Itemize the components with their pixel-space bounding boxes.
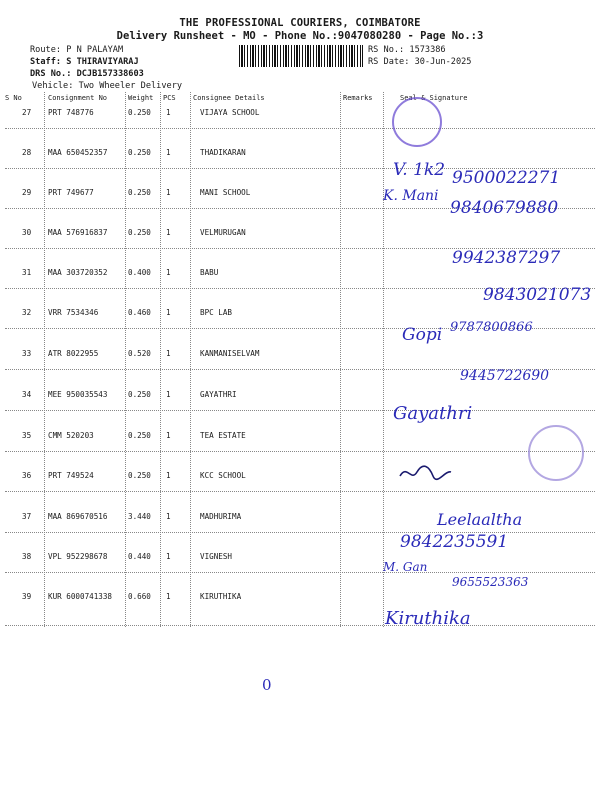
signature-text: 9840679880: [450, 198, 559, 218]
row-sno: 34: [22, 390, 32, 399]
row-consignment: MAA 303720352: [48, 268, 108, 277]
row-consignee: BPC LAB: [200, 308, 233, 317]
row-weight: 3.440: [128, 512, 151, 521]
vehicle-label: Vehicle: Two Wheeler Delivery: [32, 81, 183, 91]
row-consignee: VIJAYA SCHOOL: [200, 108, 260, 117]
row-consignment: MAA 869670516: [48, 512, 108, 521]
grid-line: [44, 92, 45, 627]
signature-text: Leelaaltha: [437, 510, 523, 529]
document-title: THE PROFESSIONAL COURIERS, COIMBATORE: [179, 17, 421, 29]
row-sno: 33: [22, 349, 32, 358]
row-pcs: 1: [166, 471, 171, 480]
row-weight: 0.660: [128, 592, 151, 601]
signature-text: M. Gan: [383, 560, 428, 574]
row-divider: [5, 572, 595, 573]
col-header-consignment: Consignment No: [48, 94, 108, 102]
row-consignee: BABU: [200, 268, 219, 277]
row-sno: 35: [22, 431, 32, 440]
row-weight: 0.250: [128, 228, 151, 237]
document-subtitle: Delivery Runsheet - MO - Phone No.:9047080280 - Page No.:3: [116, 30, 484, 42]
signature-scribble: [395, 458, 455, 486]
row-consignment: ATR 8022955: [48, 349, 99, 358]
row-consignment: KUR 6000741338: [48, 592, 113, 601]
row-consignee: TEA ESTATE: [200, 431, 246, 440]
row-consignment: VPL 952298678: [48, 552, 108, 561]
col-header-signature: Seal & Signature: [400, 94, 468, 102]
row-consignment: CMM 520203: [48, 431, 94, 440]
page-mark: 0: [262, 676, 272, 694]
row-sno: 38: [22, 552, 32, 561]
signature-text: 9655523363: [452, 575, 529, 589]
row-divider: [5, 451, 595, 452]
row-pcs: 1: [166, 512, 171, 521]
row-pcs: 1: [166, 188, 171, 197]
row-divider: [5, 128, 595, 129]
row-divider: [5, 410, 595, 411]
row-consignment: MAA 650452357: [48, 148, 108, 157]
row-sno: 39: [22, 592, 32, 601]
row-consignment: VRR 7534346: [48, 308, 99, 317]
row-sno: 30: [22, 228, 32, 237]
drs-number: DRS No.: DCJB157338603: [30, 69, 144, 79]
staff-label: Staff: S THIRAVIYARAJ: [30, 57, 139, 67]
row-pcs: 1: [166, 592, 171, 601]
row-consignment: MAA 576916837: [48, 228, 108, 237]
signature-text: Kiruthika: [385, 608, 471, 629]
barcode-image: [239, 45, 363, 67]
grid-line: [340, 92, 341, 627]
row-pcs: 1: [166, 308, 171, 317]
signature-text: V. 1k2: [393, 160, 446, 180]
row-consignment: PRT 749677: [48, 188, 94, 197]
signature-text: 9787800866: [450, 320, 533, 335]
row-consignee: KCC SCHOOL: [200, 471, 246, 480]
grid-line: [190, 92, 191, 627]
row-consignee: KANMANISELVAM: [200, 349, 260, 358]
grid-line: [383, 92, 384, 627]
row-pcs: 1: [166, 349, 171, 358]
col-header-remarks: Remarks: [343, 94, 373, 102]
row-sno: 36: [22, 471, 32, 480]
row-consignee: GAYATHRI: [200, 390, 237, 399]
rs-number: RS No.: 1573386: [368, 45, 446, 55]
row-consignee: VELMURUGAN: [200, 228, 246, 237]
row-weight: 0.250: [128, 390, 151, 399]
row-pcs: 1: [166, 390, 171, 399]
row-weight: 0.250: [128, 188, 151, 197]
row-weight: 0.520: [128, 349, 151, 358]
grid-line: [160, 92, 161, 627]
row-pcs: 1: [166, 228, 171, 237]
row-pcs: 1: [166, 268, 171, 277]
seal-stamp: [528, 425, 584, 481]
seal-stamp: [392, 97, 442, 147]
signature-text: Gayathri: [393, 403, 473, 424]
row-consignee: THADIKARAN: [200, 148, 246, 157]
row-weight: 0.250: [128, 431, 151, 440]
grid-line: [125, 92, 126, 627]
row-consignment: PRT 749524: [48, 471, 94, 480]
row-sno: 28: [22, 148, 32, 157]
signature-text: 9843021073: [483, 285, 592, 305]
row-weight: 0.440: [128, 552, 151, 561]
row-sno: 27: [22, 108, 32, 117]
rs-date: RS Date: 30-Jun-2025: [368, 57, 472, 67]
signature-text: Gopi: [402, 325, 443, 345]
row-weight: 0.250: [128, 471, 151, 480]
row-sno: 31: [22, 268, 32, 277]
signature-text: 9842235591: [400, 532, 509, 552]
row-consignee: MADHURIMA: [200, 512, 242, 521]
row-weight: 0.460: [128, 308, 151, 317]
signature-text: 9445722690: [460, 368, 550, 384]
row-divider: [5, 625, 595, 626]
signature-text: 9942387297: [452, 248, 561, 268]
row-consignment: MEE 950035543: [48, 390, 108, 399]
row-weight: 0.250: [128, 108, 151, 117]
row-weight: 0.250: [128, 148, 151, 157]
row-consignee: KIRUTHIKA: [200, 592, 242, 601]
row-consignee: MANI SCHOOL: [200, 188, 251, 197]
row-pcs: 1: [166, 431, 171, 440]
col-header-weight: Weight: [128, 94, 154, 102]
col-header-sno: S No: [5, 94, 22, 102]
row-divider: [5, 491, 595, 492]
row-pcs: 1: [166, 552, 171, 561]
row-consignee: VIGNESH: [200, 552, 233, 561]
col-header-pcs: PCS: [163, 94, 176, 102]
route-label: Route: P N PALAYAM: [30, 45, 124, 55]
row-sno: 32: [22, 308, 32, 317]
row-sno: 37: [22, 512, 32, 521]
signature-text: 9500022271: [452, 168, 561, 188]
row-consignment: PRT 748776: [48, 108, 94, 117]
row-sno: 29: [22, 188, 32, 197]
row-pcs: 1: [166, 148, 171, 157]
col-header-consignee: Consignee Details: [193, 94, 265, 102]
row-pcs: 1: [166, 108, 171, 117]
row-weight: 0.400: [128, 268, 151, 277]
signature-text: K. Mani: [383, 188, 439, 204]
